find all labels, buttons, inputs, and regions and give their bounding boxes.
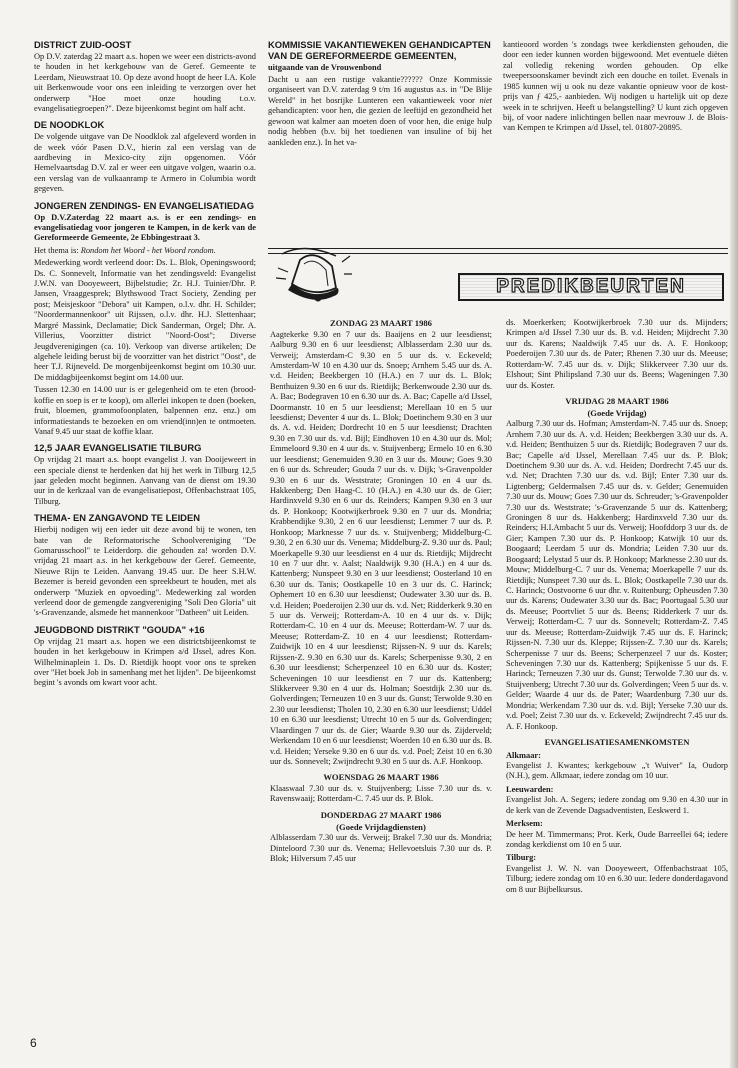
page-number: 6: [30, 1036, 37, 1050]
article-body: Op vrijdag 21 maart a.s. hopen we een districtsbijeenkomst te houden in het kerkgebouw in Krimpen a/d IJssel, adres Kon. Wilhelminaplein 1. Ds. D. Rietdijk hoopt voor ons te spreken over "Het boek Job in samenhang met het lijden". De bijeenkomst begint 's avonds om kwart voor acht.: [34, 636, 256, 688]
location-text: Evangelist J. W. N. van Dooyeweert, Offenbachstraat 105, Tilburg; iedere zondag om 10 en 6.30 uur. Iedere donderdagavond om 8 uur Bijbelkursus.: [506, 863, 728, 894]
schedule-note: (Goede Vrijdagdiensten): [336, 821, 426, 832]
location-label: Tilburg:: [506, 853, 537, 863]
article-district-zuid-oost: [34, 40, 256, 114]
banner-title: PREDIKBEURTEN: [458, 273, 724, 301]
article-subtitle: uitgaande van de Vrouwenbond: [268, 62, 382, 72]
article-jeugdbond-gouda: [34, 625, 256, 689]
schedule-body: Aagtekerke 9.30 en 7 uur ds. Baaijens en 2 uur leesdienst; Aalburg 9.30 en 6 uur leesdienst; Alblasserdam 2.30 uur ds. Verweij; Amsterdam-C 9.30 en 5 uur ds. v. Eckeveld; Amsterdam-W 10 en 4.30 uur ds. Snoep; Arnhem 5.45 uur ds. A. v.d. Heiden; Beekbergen 10 (H.A.) en 7 uur ds. L. Blok; Benthuizen 9.30 en 6 uur ds. Rietdijk; Berkenwoude 2.30 uur ds. A. Bac; Bodegraven 10 en 6.30 uur ds. A. Bac; Capelle a/d IJssel, Doormanstr. 10 en 5 uur leesdienst; Merellaan 10 en 5 uur leesdienst; Deventer 4 uur ds. L. Blok; Doetinchem 9.30 en 3 uur ds. A. v.d. Heiden; Dordrecht 10 en 5 uur leesdienst; Drachten 9.30 en 7.30 uur ds. v.d. Bijl; Eindhoven 10 en 4.30 uur ds. Mol; Emmeloord 9.30 en 4 uur ds. v. Stuijvenberg; Ermelo 10 en 6.30 uur leesdienst; Genemuiden 9.30 en 3 uur ds. Mouw; Goes 9.30 en 6 uur ds. Schreuder; Gouda 7 uur ds. v. Dijk; 's-Gravenpolder 9.30 en 6 uur ds. Weststrate; Groningen 10 en 4 uur ds. Hakkenberg; Den Haag-C. 10 (H.A.) en 4.30 uur ds. de Gier; Hardinxveld 9.30 en 6 uur ds. Reinders; Kampen 9.30 en 3 uur ds. P. Honkoop; Kootwijkerbroek 9.30 en 7 uur ds. Mondria; Krabbendijke 9.30, 2 en 6 uur leesdienst; Lemmer 7 uur ds. P. Honkoop; Marknesse 7 uur ds. v. Stuijvenberg; Middelburg-C. 9.30, 2 en 6.30 uur ds. Venema; Middelburg-Z. 9.30 uur ds. Paul; Moerkapelle 9.30 uur leesdienst en 4 uur ds. Rietdijk; Mijdrecht 10 en 7 uur dhr. v. Aalst; Naaldwijk 9.30 (H.A.) en 4 uur ds. Kattenberg; Nunspeet 9.30 en 3 uur leesdienst; Oosterland 10 en 6.30 uur ds. Tanis; Oostkapelle 10 en 3 uur ds. C. Harinck; Ophemert 10 en 6.30 uur leesdienst; Oudewater 3.30 uur ds. B. v.d. Heiden; Poederoijen 2.30 uur ds. v.d. Net; Ridderkerk 9.30 en 5 uur ds. Verweij; Rotterdam-A. 10 en 4 uur ds. v. Dijk; Rotterdam-C. 10 en 4 uur ds. Meeuse; Rotterdam-W. 7 uur ds. Meeuse; Rotterdam-Z. 10 en 4 uur leesdienst; Rotterdam-Zuidwijk 10 en 4 uur leesdienst; Rijssen-N. 9 uur ds. Karels; Rijssen-Z. 9.30 en 6.30 uur ds. Karels; Scherpenisse 9.30, 2 en 6.30 uur leesdienst; Scherpenzeel 10 en 6.30 uur ds. Koster; Scheveningen 10 uur leesdienst en 7 uur ds. Kattenberg; Slikkerveer 9.30 en 4 uur ds. Holman; Soestdijk 2.30 uur ds. Golverdingen; Terneuzen 10 en 3 uur ds. Gunst; Terwolde 9.30 en 2.30 uur leesdienst; Tholen 10, 2.30 en 6.30 uur leesdienst; Uddel 10 en 6.30 uur leesdienst; Utrecht 10 en 5 uur ds. Golverdingen; Vlaardingen 7 uur ds. de Gier; Waarde 9.30 uur ds. Zijderveld; Werkendam 10 en 6 uur leesdienst; Woerden 10 en 6.30 uur ds. B. v.d. Heiden; Yerseke 9.30 en 6 uur ds. v.d. Poel; Zeist 10 en 6.30 uur ds. Sonnevelt; Zwijndrecht 9.30 en 5 uur ds. A.F. Honkoop.: [270, 329, 492, 766]
bell-icon: [274, 244, 354, 306]
list-item: [506, 751, 728, 782]
page-edge: [730, 0, 738, 1068]
body-text: Dacht u aan een rustige vakantie?????? Onze Kommissie organiseert van D.V. zaterdag 9 t/m 16 augustus a.s. in "De Blije Wereld" in het bosrijke Lunteren een vakantieweek voor: [268, 75, 492, 105]
article-evangelisatie-tilburg: [34, 443, 256, 507]
body-text: gehandicapten: voor hen, die gezien de leeftijd en gezondheid het gewoon wat kalmer aan moeten doen of voor hen, die enige hulp nodig hebben (b.v. bij het toedienen van insuline of bij het aankleden enz.). In het va-: [268, 106, 492, 147]
left-column: [34, 40, 256, 1050]
list-item: [506, 853, 728, 895]
article-body: Tussen 12.30 en 14.00 uur is er gelegenheid om te eten (brood- koffie en soep is er te koop), om allerlei inkopen te doen (boeken, fruit, bloemen, grammofoonplaten, balpennen enz. enz.) om informatiestands te bezoeken en om vriend(inn)en te ontmoeten. Vanaf 9.45 uur staat de koffie klaar.: [34, 385, 256, 436]
schedule-body: Aalburg 7.30 uur ds. Hofman; Amsterdam-N. 7.45 uur ds. Snoep; Arnhem 7.30 uur ds. A. v.d. Heiden; Beekbergen 3.30 uur ds. A. v.d. Heiden; Benthuizen 5 uur ds. Rietdijk; Bodegraven 7 uur ds. Bac; Capelle a/d IJssel, Merellaan 7.45 uur ds. P. Blok; Doetinchem 9.30 uur ds. A. v.d. Heiden; Dordrecht 7.45 uur ds. v.d. Net; Drachten 7.30 uur ds. v.d. Bijl; Enter 7.30 uur ds. Ligtenberg; Geldermalsen 7.45 uur ds. v. Gelder; Genemuiden 7.30 uur ds. Mouw; Goes 7.30 uur ds. Schreuder; 's-Gravenpolder 7.30 uur ds. Weststrate; 's-Gravenzande 5 uur ds. Kattenberg; Groningen 8 uur ds. Hakkenberg; Hardinxveld 7.30 uur ds. Reinders; H.I.Ambacht 5 uur ds. Verweij; Hoofddorp 3 uur ds. de Gier; Kampen 7.30 uur ds. P. Honkoop; Katwijk 10 uur ds. Boogaard; Leerdam 5 uur ds. Mondria; Leiden 7.30 uur ds. Boogaard; Lelystad 5 uur ds. P. Honkoop; Marknesse 2.30 uur ds. Mouw; Middelburg-C. 7 uur ds. Venema; Moerkapelle 7 uur ds. Rietdijk; Nunspeet 7.30 uur ds. L. Blok; Oostkapelle 7.30 uur ds. C. Harinck; Oostvoorne 6 uur dhr. v. Ruitenburg; Opheusden 7.30 uur ds. Karens; Oudewater 3.30 uur ds. Bac; Poortugaal 5.30 uur ds. Meeuse; Poortvliet 5 uur ds. Beens; Ridderkerk 7 uur ds. Verweij; Rotterdam-C. 7 uur ds. Sonnevelt; Rotterdam-Z. 7.45 uur ds. Meeuse; Rotterdam-Zuidwijk 7.45 uur ds. F. Harinck; Rijssen-N. 7.30 uur ds. Kleppe; Rijssen-Z. 7.30 uur ds. Karels; Scherpenisse 7 uur ds. Beens; Scherpenzeel 7 uur ds. Koster; Scheveningen 7.30 uur ds. Kattenberg; Spijkenisse 5 uur ds. F. Harinck; Terneuzen 7.30 uur ds. Gunst; Terwolde 7.30 uur ds. v. Stuijvenberg; Utrecht 7.30 uur ds. Golverdingen; Veen 5 uur ds. v. Gelder; Waarde 4 uur ds. de Pater; Waardenburg 7.30 uur ds. Mondria; Werkendam 7.30 uur ds. v.d. Bijl; Yerseke 7.30 uur ds. v.d. Poel; Zeist 7.30 uur ds. v. Eckeveld; Zwijndrecht 7.45 uur ds. A. F. Honkoop.: [506, 419, 728, 731]
schedule-body: Klaaswaal 7.30 uur ds. v. Stuijvenberg; Lisse 7.30 uur ds. v. Ravenswaaij; Rotterdam-C. 7.45 uur ds. P. Blok.: [270, 784, 492, 804]
article-title: DISTRICT ZUID-OOST: [34, 40, 132, 50]
location-label: Leeuwarden:: [506, 784, 554, 794]
article-title: JEUGDBOND DISTRIKT "GOUDA" +16: [34, 623, 205, 635]
list-item: [506, 819, 728, 850]
location-text: De heer M. Timmermans; Prot. Kerk, Oude Barreellei 64; iedere zondag kerkdienst om 10 en 5 uur.: [506, 829, 728, 849]
schedule-body-continued: ds. Moerkerken; Kootwijkerbroek 7.30 uur ds. Mijnders; Krimpen a/d IJssel 7.30 uur ds. B. v.d. Heiden; Mijdrecht 7.30 uur ds. Karens; Naaldwijk 7.45 uur ds. A. F. Honkoop; Poederoijen 7.30 uur ds. de Pater; Rhenen 7.30 uur ds. Meeuse; Rotterdam-W. 7.45 uur ds. v. Dijk; Slikkerveer 7.30 uur ds. Elshout; Sint Philipsland 7.30 uur ds. Beens; Wageningen 7.30 uur ds. Koster.: [506, 318, 728, 390]
article-body: De volgende uitgave van De Noodklok zal afgeleverd worden in de week vóór Pasen D.V., hierin zal een verslag van de aardbeving in Mexico-city zijn opgenomen. Vóór Hemelvaartsdag D.V. zal er weer een uitgave volgen, waarin o.a. een verslag van de vulkaanramp te Armero in Columbia wordt gegeven.: [34, 132, 256, 194]
article-theme: [34, 246, 256, 256]
schedule-note: (Goede Vrijdag): [587, 407, 647, 418]
schedule-date: ZONDAG 23 MAART 1986: [330, 318, 432, 328]
body-emphasis: niet: [479, 95, 492, 105]
article-de-noodklok: [34, 120, 256, 194]
article-body-continued: kantieoord worden 's zondags twee kerkdiensten gehouden, die door een ieder kunnen worden bijgewoond. Met eventuele diëten zal volledig rekening worden gehouden. Op elke tweepersoonskamer bevindt zich een douche en toilet. Evenals in 1985 kunnen wij u ook nu deze vakantie opnieuw voor de kost-prijs van ƒ 425,- aanbieden. Wij nodigen u hartelijk uit op deze week in te schrijven. Heeft u belangstelling? U kunt zich opgeven bij, of voor nadere inlichtingen bellen naar mevrouw J. de Blois-van Kempen te Krimpen a/d IJssel, tel. 01807-20895.: [503, 40, 728, 133]
theme-label: Het thema is:: [34, 245, 81, 255]
right-column-top: [503, 40, 728, 250]
location-label: Merksem:: [506, 819, 543, 829]
middle-column-schedule: [270, 318, 492, 1053]
theme-text: Rondom het Woord - het Woord rondom.: [80, 245, 216, 255]
article-intro: Op D.V.Zaterdag 22 maart a.s. is er een zendings- en evangelisatiedag voor jongeren te Kampen, in de kerk van de Gereformeerde Gemeente, 2e Ebbingestraat 3.: [34, 212, 256, 243]
article-jongeren-zendingsdag: [34, 201, 256, 438]
location-label: Alkmaar:: [506, 750, 541, 760]
article-title: JONGEREN ZENDINGS- EN EVANGELISATIEDAG: [34, 199, 254, 211]
schedule-date: WOENSDAG 26 MAART 1986: [323, 772, 439, 783]
article-title: 12,5 JAAR EVANGELISATIE TILBURG: [34, 442, 202, 454]
article-title: KOMMISSIE VAKANTIEWEKEN GEHANDICAPTEN VAN DE GEREFORMEERDE GEMEENTEN,: [268, 40, 491, 61]
location-text: Evangelist Joh. A. Segers; iedere zondag om 9.30 en 4.30 uur in de kerk van de Zevende Dagsadventisten, Eeskwerd 1.: [506, 795, 728, 815]
predikbeurten-banner: [268, 244, 728, 306]
article-zangavond-leiden: [34, 513, 256, 619]
article-body: Op vrijdag 21 maart a.s. hoopt evangelist J. van Dooijeweert in een speciale dienst te herdenken dat hij het werk in Tilburg 12,5 jaar geleden mocht beginnen. Aanvang van de dienst om 19.30 uur in de kerkzaal van de evangelisatiepost, Offenbachstraat 105, Tilburg.: [34, 455, 256, 506]
schedule-date: VRIJDAG 28 MAART 1986: [565, 395, 669, 406]
schedule-date: DONDERDAG 27 MAART 1986: [320, 809, 442, 820]
article-body: Hierbij nodigen wij een ieder uit deze avond bij te wonen, ten bate van de Reformatorische Schoolvereniging "De Gomarusschool" te Leiderdorp. die gehouden za! worden D.V. vrijdag 21 maart a.s. in het kerkgebouw der Geref. Gemeente, Nieuwe Rijn te Leiden. Aanvang 19.45 uur. De heer S.H.W. Bezemer is bereid gevonden een spreekbeurt te houden, met als onderwerp "Muziek en opvoeding". Medewerking zal worden verleend door de gemengde zangvereniging "Soli Deo Gloria" uit 's-Gravenzande, alsmede het mannenkoor "Datheen" uit Leiden.: [34, 525, 256, 618]
schedule-body: Alblasserdam 7.30 uur ds. Verweij; Brakel 7.30 uur ds. Mondria; Dinteloord 7.30 uur ds. Venema; Hellevoetsluis 7.30 uur ds. P. Blok; Hilversum 7.45 uur: [270, 833, 492, 864]
right-column-schedule: [506, 318, 728, 1053]
article-title: THEMA- EN ZANGAVOND TE LEIDEN: [34, 512, 200, 524]
list-item: [506, 785, 728, 816]
article-body: Medewerking wordt verleend door: Ds. L. Blok, Openingswoord; Ds. C. Sonnevelt, Informatie van het zendingsveld: Evangelist J.W.N. van Dooyeweert, Bijbelstudie; Zr. H.J. Tuinier/Dhr. P. Jansen, Vraaggesprek; Blythswood Tract Society, Zending per post; Meisjeskoor "Debora" uit Kampen, o.l.v. dhr. H. Schilder; "Noordermannenkoor" uit Rijssen, o.l.v. dhr. H.J. Slettenhaar; Margré Massink, Declamatie; Dick Sanderman, Orgel; Dhr. A. Villerius, Voorzitter district "Noord-Oost"; Diverse Jeugdverenigingen (ca. 10). Verkoop van diverse artikelen; De algehele leiding berust bij de voorzitter van het district "Oost", de heer T.J. Rijneveld. De morgenbijeenkomst begint om 10.30 uur. De middagbijeenkomst begint om 14.00 uur.: [34, 258, 256, 382]
article-body: [268, 75, 492, 148]
location-text: Evangelist J. Kwantes; kerkgebouw „'t Wuiver" Ia, Oudorp (N.H.), gem. Alkmaar, iedere zondag om 10 uur.: [506, 761, 728, 781]
section-title: EVANGELISATIESAMENKOMSTEN: [544, 736, 690, 747]
evangelisatie-list: [506, 751, 728, 895]
middle-column-top: [268, 40, 492, 268]
article-body: Op D.V. zaterdag 22 maart a.s. hopen we weer een districts-avond te houden in het kerkgebouw van de Geref. Gemeente te Leerdam, Nieuwstraat 10. Op deze avond hoopt de heer I.A. Kole uit Berkenwoude voor ons een inleiding te verzorgen over het onderwerp "Hoe moet onze houding t.o.v. evangelisatiegroepen?". Deze bijeenkomst begint om half acht.: [34, 51, 256, 113]
article-title: DE NOODKLOK: [34, 119, 105, 131]
